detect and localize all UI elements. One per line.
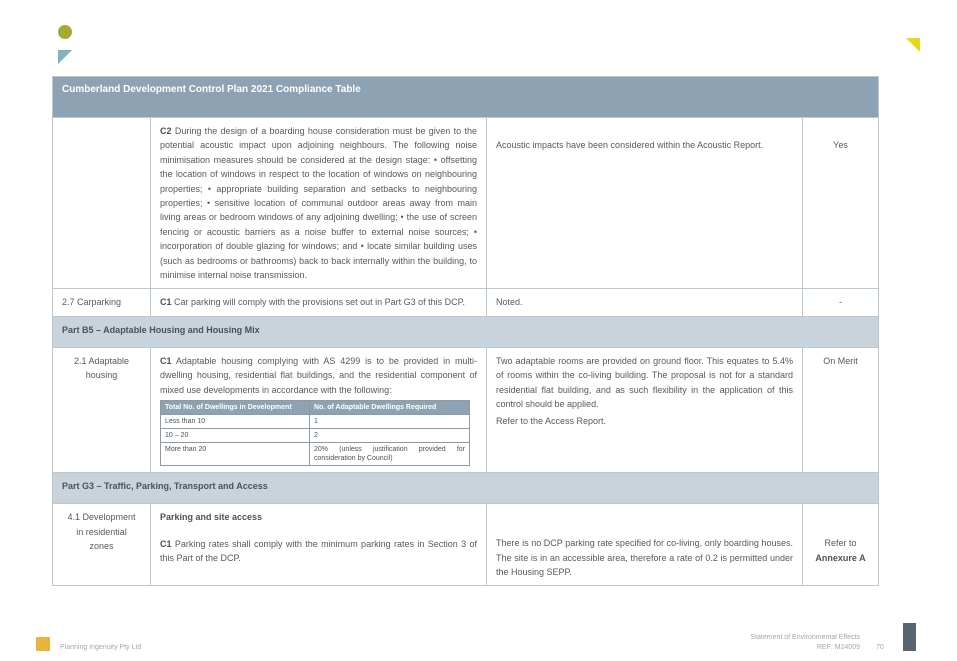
inner-cell: 10 – 20 [161,429,310,443]
control-cell: 2.7 Carparking [53,289,151,316]
inner-cell: 1 [310,415,470,429]
logo-dot-icon [58,25,72,39]
inner-table-header [161,401,470,415]
section-title-b5: Part B5 – Adaptable Housing and Housing Mix [53,316,879,347]
requirement-text: Car parking will comply with the provisions set out in Part G3 of this DCP. [171,297,465,308]
control-label-line: zones [89,540,114,551]
logo-triangle-icon [58,50,72,64]
corner-triangle-icon [906,38,920,52]
requirement-code: C2 [160,126,172,136]
control-cell [53,347,151,472]
compliance-line: Refer to [824,538,857,549]
requirement-text: Parking rates shall comply with the minimum parking rates in Section 3 of this Part of the DCP. [160,538,477,563]
inner-table-row [161,415,470,429]
comment-cell: Noted. [487,289,803,316]
table-row [53,118,879,289]
footer-doc-title: Statement of Environmental Effects [750,634,860,641]
compliance-line: Annexure A [815,552,866,563]
requirement-text: Adaptable housing complying with AS 4299 is to be provided in multi-dwelling housing, residential flat buildings, and the residential component of mixed use developments in accordance with the following: [160,355,477,395]
inner-table-row [161,429,470,443]
comment-paragraph: Refer to the Access Report. [496,415,607,426]
comment-paragraph: Two adaptable rooms are provided on ground floor. This equates to 5.4% of rooms within the co-living building. The proposal is not for a standard residential flat building, and as such flexibility in the application of this control should be applied. [496,355,793,410]
control-label-line: 4.1 Development [67,512,136,523]
footer-company: Planning Ingenuity Pty Ltd [60,644,142,651]
table-row [53,289,879,316]
control-cell [53,504,151,586]
control-label-line: 2.1 Adaptable [73,355,130,366]
requirement-code: C1 [160,538,172,549]
requirement-code: C1 [160,297,172,308]
compliance-table [52,76,879,586]
control-cell [53,118,151,289]
inner-cell: 20% (unless justification provided for consideration by Council) [310,443,470,466]
adaptable-dwellings-table [160,400,470,466]
compliance-cell: Yes [803,118,879,289]
section-title-g3: Part G3 – Traffic, Parking, Transport and Access [53,473,879,504]
requirement-text: During the design of a boarding house consideration must be given to the potential acoustic impact upon adjoining neighbours. The following noise minimisation measures should be considered at the design stage: • offsetting the location of windows in respect to the location of windows on neighbouring properties; • appropriate building separation and setbacks to neighbouring properties; • sensitive location of communal outdoor areas away from main living areas or bedroom windows of any adjoining dwelling; • the use of screen fencing or acoustic barriers as a noise buffer to external noise sources; • incorporation of double glazing for windows; and • locate similar building uses (such as bedrooms or bathrooms) back to back internally within the building, to minimise internal noise transmission. [160,126,477,281]
table-header-row [53,77,879,118]
inner-cell: More than 20 [161,443,310,466]
inner-header-cell: Total No. of Dwellings in Development [161,401,310,415]
table-row [53,504,879,586]
compliance-cell: - [803,289,879,316]
requirement-cell [151,347,487,472]
requirement-code: C1 [160,355,172,366]
requirement-cell [151,504,487,586]
inner-table-row [161,443,470,466]
compliance-cell [803,504,879,586]
table-row [53,347,879,472]
comment-cell [487,347,803,472]
inner-header-cell: No. of Adaptable Dwellings Required [310,401,470,415]
compliance-cell: On Merit [803,347,879,472]
control-label-line: in residential [76,526,127,537]
requirement-cell [151,289,487,316]
requirement-heading: Parking and site access [160,512,263,523]
control-label-line: housing [85,370,118,381]
footer-ref: REF: M24009 [816,644,860,651]
table-title: Cumberland Development Control Plan 2021 Compliance Table [53,77,879,118]
requirement-cell [151,118,487,289]
section-header-row [53,316,879,347]
section-header-row [53,473,879,504]
inner-cell: Less than 10 [161,415,310,429]
comment-cell: There is no DCP parking rate specified for co-living, only boarding houses. The site is in an accessible area, therefore a rate of 0.2 is permitted under the Housing SEPP. [487,504,803,586]
comment-cell: Acoustic impacts have been considered within the Acoustic Report. [487,118,803,289]
footer-logo-icon [36,637,50,651]
footer-bar-icon [903,623,916,651]
footer-page-number: 70 [876,644,884,651]
inner-cell: 2 [310,429,470,443]
